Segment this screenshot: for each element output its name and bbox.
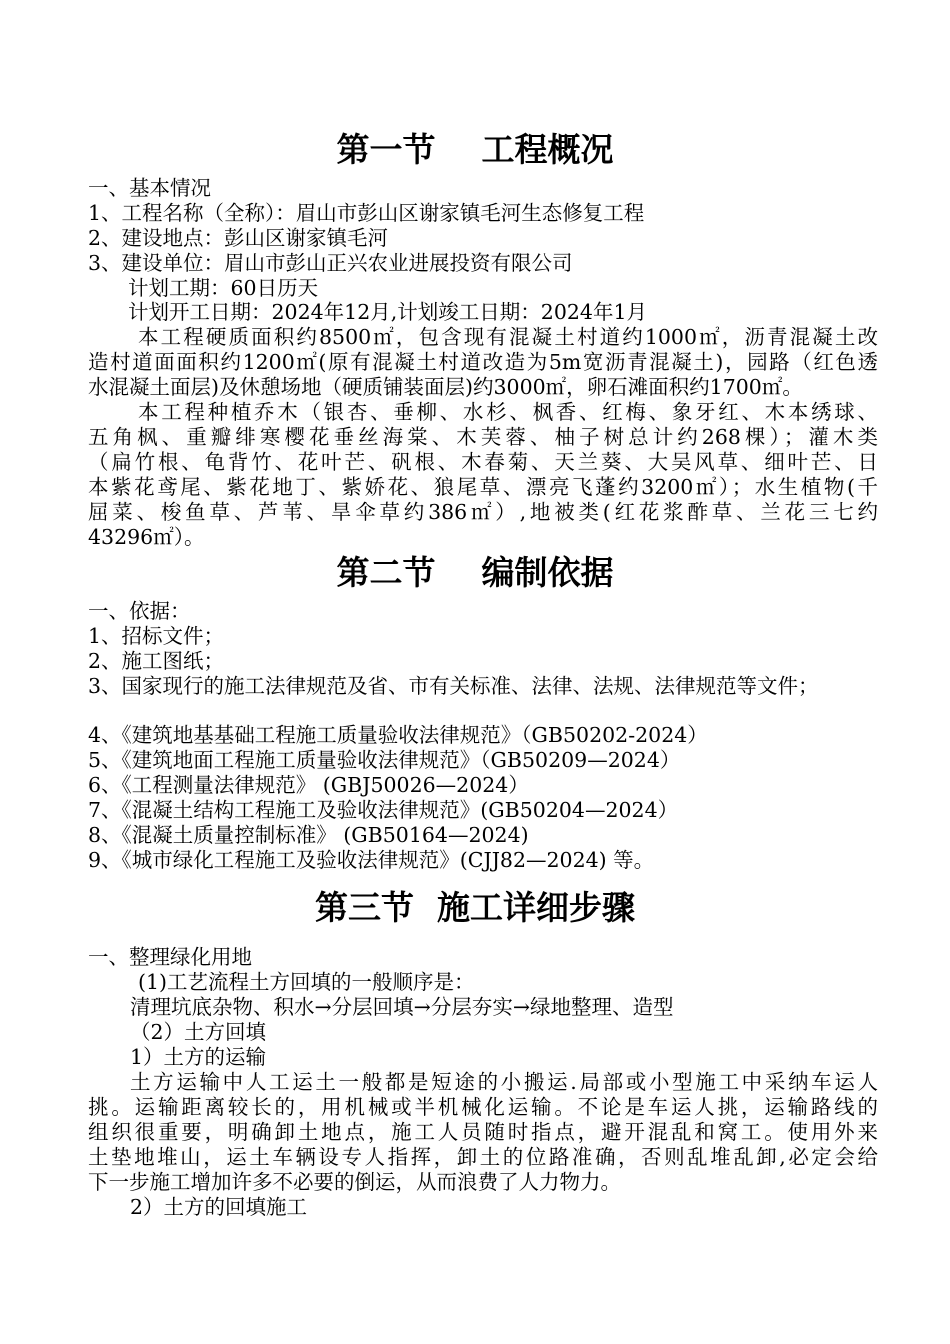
list-item: 2、施工图纸； (88, 649, 225, 673)
list-item: 4、《建筑地基基础工程施工质量验收法律规范》（GB50202-2024） (88, 723, 708, 747)
site-location-line: 2、建设地点：彭山区谢家镇毛河 (88, 226, 389, 250)
heading-greening-land: 一、整理绿化用地 (88, 945, 252, 969)
paragraph-line: （扁竹根、龟背竹、花叶芒、矾根、木春菊、天兰葵、大吴风草、细叶芒、日 (88, 450, 878, 474)
list-item: 5、《建筑地面工程施工质量验收法律规范》（GB50209—2024） (88, 748, 681, 772)
owner-line: 3、建设单位：眉山市彭山正兴农业进展投资有限公司 (88, 251, 573, 275)
paragraph-line: 土垫地堆山，运土车辆设专人指挥，卸土的位路准确，否则乱堆乱卸,必定会给 (88, 1145, 878, 1169)
paragraph-line: 下一步施工增加许多不必要的倒运，从而浪费了人力物力。 (88, 1170, 621, 1194)
section-3-title: 第三节 施工详细步骤 (315, 888, 635, 927)
paragraph-line: 组织很重要，明确卸土地点，施工人员随时指点，避开混乱和窝工。使用外来 (88, 1120, 878, 1144)
list-item: 8、《混凝土质量控制标准》 (GB50164—2024) (88, 823, 529, 847)
list-item: 6、《工程测量法律规范》 (GBJ50026—2024） (88, 773, 529, 797)
paragraph-line: 本工程硬质面积约8500㎡，包含现有混凝土村道约1000㎡，沥青混凝土改 (138, 325, 878, 349)
subheading-backfill-construction: 2）土方的回填施工 (130, 1195, 308, 1219)
schedule-dates-line: 计划开工日期：2024年12月,计划竣工日期：2024年1月 (128, 300, 647, 324)
heading-basis: 一、依据： (88, 599, 191, 623)
section-2-title: 第二节 编制依据 (336, 553, 614, 592)
process-flow-line: 清理坑底杂物、积水→分层回填→分层夯实→绿地整理、造型 (130, 995, 674, 1019)
paragraph-line: 挑。运输距离较长的，用机械或半机械化运输。不论是车运人挑，运输路线的 (88, 1095, 878, 1119)
process-heading: (1)工艺流程土方回填的一般顺序是： (138, 970, 475, 994)
paragraph-line: 五角枫、重瓣绯寒樱花垂丝海棠、木芙蓉、柚子树总计约268棵）；灌木类 (88, 425, 878, 449)
list-item: 7、《混凝土结构工程施工及验收法律规范》(GB50204—2024） (88, 798, 679, 822)
paragraph-line: 本工程种植乔木（银杏、垂柳、水杉、枫香、红梅、象牙红、木本绣球、 (138, 400, 878, 424)
section-1-title: 第一节 工程概况 (336, 130, 614, 169)
project-name-line: 1、工程名称（全称）：眉山市彭山区谢家镇毛河生态修复工程 (88, 201, 645, 225)
list-item: 1、招标文件； (88, 624, 225, 648)
paragraph-line: 土方运输中人工运土一般都是短途的小搬运.局部或小型施工中采纳车运人 (130, 1070, 878, 1094)
subheading-backfill: （2）土方回填 (130, 1020, 267, 1044)
heading-basic-info: 一、基本情况 (88, 176, 211, 200)
schedule-duration-line: 计划工期：60日历天 (128, 276, 319, 300)
paragraph-line: 屈菜、梭鱼草、芦苇、旱伞草约386㎡）,地被类(红花浆酢草、兰花三七约 (88, 500, 878, 524)
paragraph-line: 水混凝土面层)及休憩场地（硬质铺装面层)约3000㎡，卵石滩面积约1700㎡。 (88, 375, 803, 399)
list-item: 9、《城市绿化工程施工及验收法律规范》(CJJ82—2024) 等。 (88, 848, 655, 872)
list-item: 3、国家现行的施工法律规范及省、市有关标准、法律、法规、法律规范等文件； (88, 674, 819, 698)
paragraph-line: 43296㎡）。 (88, 525, 205, 549)
subheading-transport: 1）土方的运输 (130, 1045, 267, 1069)
paragraph-line: 本紫花鸢尾、紫花地丁、紫娇花、狼尾草、漂亮飞蓬约3200㎡）；水生植物(千 (88, 475, 878, 499)
paragraph-line: 造村道面面积约1200㎡(原有混凝土村道改造为5m宽沥青混凝土)，园路（红色透 (88, 350, 878, 374)
